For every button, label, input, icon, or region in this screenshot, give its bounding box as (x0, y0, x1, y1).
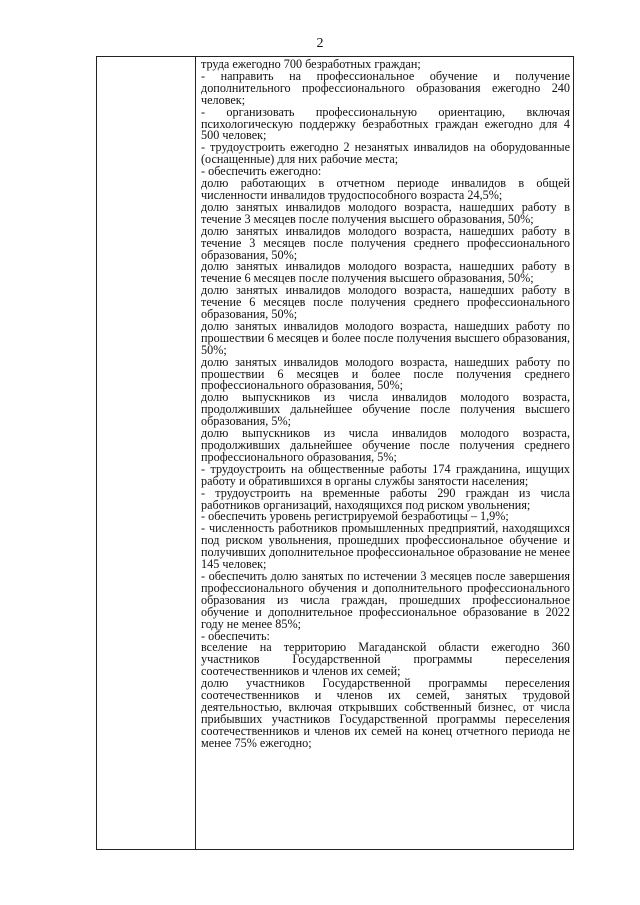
text-block (201, 523, 570, 571)
text-block (201, 354, 570, 393)
paragraph: долю занятых инвалидов молодого возраста, нашедших работу в течение 6 месяцев после получения среднего профессионального образования, 50%; (201, 283, 570, 322)
paragraph: - направить на профессиональное обучение и получение дополнительного профессионального образования ежегодно 240 человек; (201, 68, 570, 107)
text-block (201, 642, 570, 678)
text-block (201, 461, 570, 488)
text-block (201, 392, 570, 428)
text-block (201, 142, 570, 166)
paragraph: долю занятых инвалидов молодого возраста, нашедших работу в течение 6 месяцев после получения высшего образования, 50%; (201, 259, 570, 286)
paragraph: долю работающих в отчетном периоде инвалидов в общей численности инвалидов трудоспособного возраста 24,5%; (201, 176, 570, 202)
text-block (201, 428, 570, 464)
paragraph: долю занятых инвалидов молодого возраста, нашедших работу по прошествии 6 месяцев и более после получения высшего образования, 50%; (201, 318, 570, 357)
text-block (201, 178, 570, 202)
paragraph: долю выпускников из числа инвалидов молодого возраста, продолживших дальнейшее обучение после получения среднего профессионального образования, 5%; (201, 426, 570, 464)
text-block (201, 68, 570, 107)
text-block (201, 318, 570, 357)
text-block (201, 485, 570, 512)
paragraph: долю участников Государственной программы переселения соотечественников и членов их семей, занятых трудовой деятельностью, включая открывших собственный бизнес, от числа прибывших участников Государственной программы переселения соотечественников и членов их семей на конец отчетного периода не менее 75% ежегодно; (201, 676, 570, 750)
column-divider (195, 57, 196, 849)
document-table (96, 56, 574, 850)
text-block (201, 285, 570, 321)
table-left-cell (97, 57, 195, 849)
paragraph: - трудоустроить на общественные работы 174 гражданина, ищущих работу и обратившихся в органы службы занятости населения; (201, 461, 570, 488)
paragraph: долю занятых инвалидов молодого возраста, нашедших работу в течение 3 месяцев после получения среднего профессионального образования, 50%; (201, 223, 570, 262)
paragraph: - обеспечить ежегодно: (201, 164, 322, 179)
paragraph: - трудоустроить ежегодно 2 незанятых инвалидов на оборудованные (оснащенные) для них рабочие места; (201, 140, 570, 167)
paragraph: долю занятых инвалидов молодого возраста, нашедших работу в течение 3 месяцев после получения высшего образования, 50%; (201, 199, 570, 226)
paragraph: - трудоустроить на временные работы 290 граждан из числа работников организаций, находящихся под риском увольнения; (201, 485, 570, 512)
page-number: 2 (316, 36, 324, 51)
text-block (201, 199, 570, 226)
paragraph: вселение на территорию Магаданской области ежегодно 360 участников Государственной программы переселения соотечественников и членов их семей; (201, 640, 570, 679)
paragraph: - организовать профессиональную ориентацию, включая психологическую поддержку безработных граждан ежегодно для 4 500 человек; (201, 104, 570, 143)
paragraph: труда ежегодно 700 безработных граждан; (201, 57, 421, 71)
paragraph: - обеспечить долю занятых по истечении 3 месяцев после завершения профессионального обучения и дополнительного профессионального образования из числа граждан, прошедших профессиональное обучение и дополнительное профессиональное образование в 2022 году не менее 85%; (201, 568, 570, 631)
text-block (201, 678, 570, 749)
text-block (201, 568, 570, 631)
paragraph: - обеспечить: (201, 628, 270, 643)
paragraph: долю выпускников из числа инвалидов молодого возраста, продолживших дальнейшее обучение после получения высшего образования, 5%; (201, 390, 570, 429)
paragraph: долю занятых инвалидов молодого возраста, нашедших работу по прошествии 6 месяцев и более после получения среднего профессионального образования, 50%; (201, 354, 570, 393)
table-text-cell (201, 59, 570, 750)
paragraph: - обеспечить уровень регистрируемой безработицы – 1,9%; (201, 509, 509, 524)
text-block (201, 223, 570, 262)
text-block (201, 104, 570, 143)
paragraph: - численность работников промышленных предприятий, находящихся под риском увольнения, прошедших профессиональное обучение и получивших дополнительное профессиональное образование не менее 145 человек; (201, 521, 570, 572)
text-block (201, 261, 570, 285)
